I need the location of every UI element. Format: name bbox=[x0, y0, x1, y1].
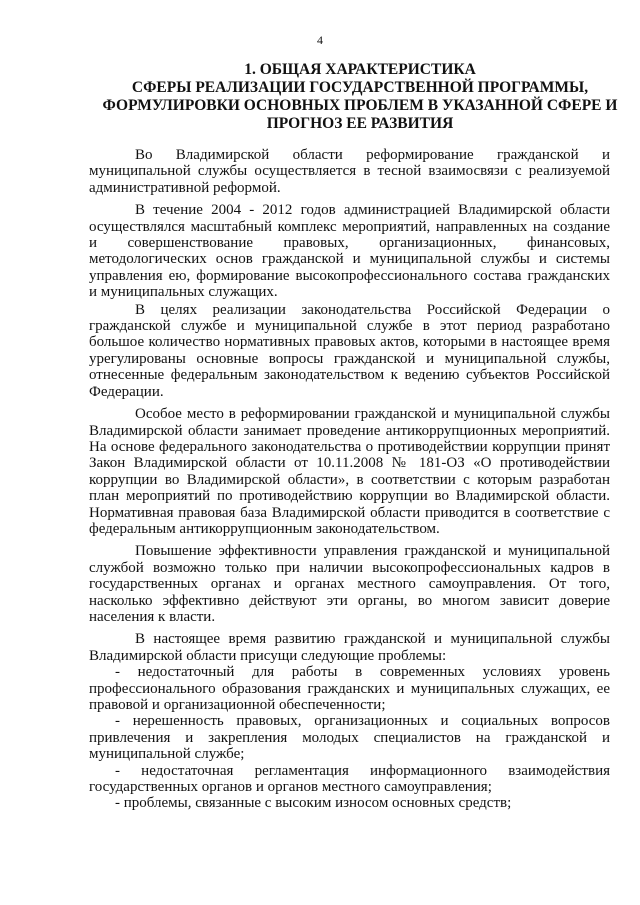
page-number: 4 bbox=[317, 33, 323, 47]
paragraph: Особое место в реформировании гражданской и муниципальной службы Владимирской области занимает проведение антикоррупционных мероприятий. На основе федерального законодательства о противодействии коррупции принят Закон Владимирской области от 10.11.2008 № 181-ОЗ «О противодействии коррупции во Владимирской области», в соответствии с которым разработан план мероприятий по противодействию коррупции во Владимирской области. Нормативная правовая база Владимирской области приводится в соответствие с федеральным антикоррупционным законодательством. bbox=[89, 406, 610, 537]
problem-list-item: - недостаточная регламентация информационного взаимодействия государственных органов и органов местного самоуправления; bbox=[89, 762, 610, 796]
section-title-line: ФОРМУЛИРОВКИ ОСНОВНЫХ ПРОБЛЕМ В УКАЗАННОЙ СФЕРЕ И bbox=[102, 97, 618, 114]
paragraph: В целях реализации законодательства Российской Федерации о гражданской службе и муниципальной службе в этот период разработано большое количество нормативных правовых актов, которыми в настоящее время урегулированы основные вопросы гражданской и муниципальной службы, отнесенные федеральным законодательством к ведению субъектов Российской Федерации. bbox=[89, 301, 610, 400]
problem-list-item: - недостаточный для работы в современных условиях уровень профессионального образования гражданских и муниципальных служащих, ее правовой и организационной обеспеченности; bbox=[89, 664, 610, 713]
problem-list-item: - нерешенность правовых, организационных и социальных вопросов привлечения и закрепления молодых специалистов на гражданской и муниципальной службе; bbox=[89, 713, 610, 763]
section-title bbox=[100, 61, 620, 133]
section-title-line: 1. ОБЩАЯ ХАРАКТЕРИСТИКА bbox=[244, 61, 476, 78]
section-title-line: ПРОГНОЗ ЕЕ РАЗВИТИЯ bbox=[266, 115, 454, 132]
problem-list-item: - проблемы, связанные с высоким износом основных средств; bbox=[115, 795, 512, 812]
paragraph: В течение 2004 - 2012 годов администрацией Владимирской области осуществлялся масштабный комплекс мероприятий, направленных на создание и совершенствование правовых, организационных, финансовых, методологических основ гражданской и муниципальной службы и системы управления ею, формирование высокопрофессионального состава гражданских и муниципальных служащих. bbox=[89, 202, 610, 301]
paragraph: В настоящее время развитию гражданской и муниципальной службы Владимирской области присущи следующие проблемы: bbox=[89, 631, 610, 664]
paragraph: Во Владимирской области реформирование гражданской и муниципальной службы осуществляется в тесной взаимосвязи с реализуемой административной реформой. bbox=[89, 147, 610, 196]
section-title-line: СФЕРЫ РЕАЛИЗАЦИИ ГОСУДАРСТВЕННОЙ ПРОГРАММЫ, bbox=[131, 79, 589, 96]
paragraph: Повышение эффективности управления гражданской и муниципальной службой возможно только при наличии высокопрофессиональных кадров в государственных органах и органах местного самоуправления. От того, насколько эффективно действуют эти органы, во многом зависит доверие населения к власти. bbox=[89, 543, 610, 625]
document-body bbox=[89, 147, 610, 812]
